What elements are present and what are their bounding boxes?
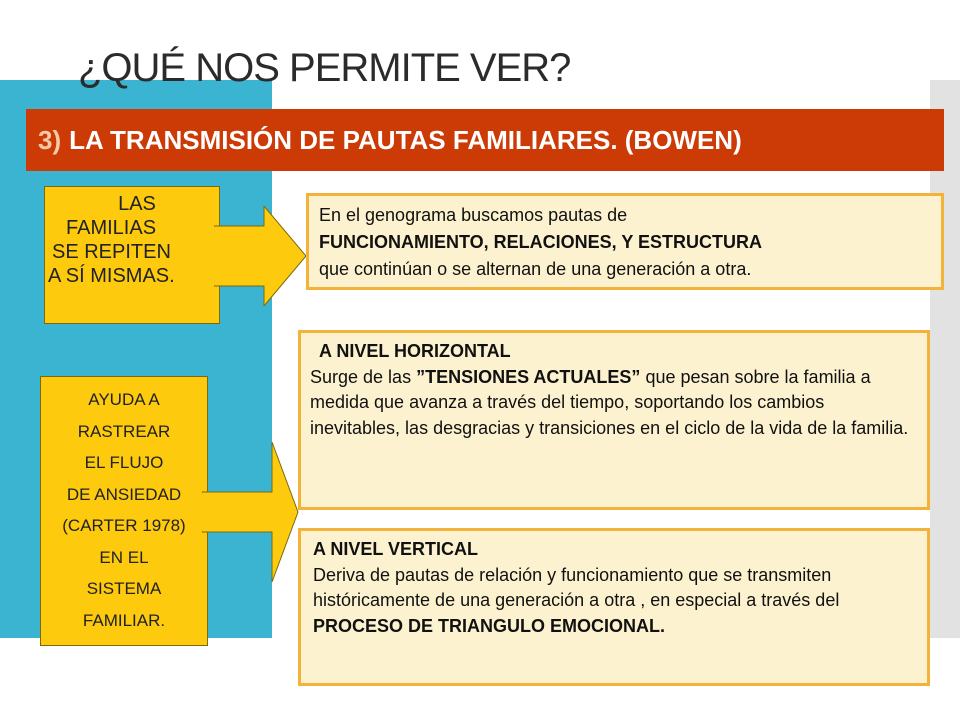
- section-heading: LA TRANSMISIÓN DE PAUTAS FAMILIARES. (BOWEN): [69, 124, 742, 155]
- callout1-line: FAMILIAS: [66, 217, 157, 239]
- box1-line3: que continúan o se alternan de una generación a otra.: [319, 259, 752, 279]
- horizontal-level-box: [298, 330, 930, 510]
- callout1-line: LAS: [118, 193, 156, 215]
- genogram-patterns-box: [306, 193, 944, 290]
- box1-line1: En el genograma buscamos pautas de: [319, 205, 628, 225]
- arrow-right-icon: [202, 442, 302, 582]
- callout1-line: A SÍ MISMAS.: [48, 265, 175, 287]
- vertical-level-heading: A NIVEL VERTICAL: [313, 539, 479, 559]
- callout2-line: (CARTER 1978): [62, 516, 186, 535]
- callout2-line: EN EL: [99, 547, 149, 567]
- vertical-text-pre: Deriva de pautas de relación y funcionamiento que se transmiten históricamente de una generación a otra , en especial a través del: [313, 564, 840, 610]
- callout-anxiety-flow: [40, 376, 320, 648]
- vertical-level-box: [298, 528, 930, 686]
- callout2-line: EL FLUJO: [84, 453, 164, 472]
- vertical-level-text: [313, 563, 915, 640]
- box1-line2: FUNCIONAMIENTO, RELACIONES, Y ESTRUCTURA: [319, 232, 763, 252]
- callout-families-repeat: [44, 186, 324, 324]
- callout2-line: AYUDA A: [88, 390, 160, 409]
- section-number: 3): [38, 124, 62, 155]
- callout1-line: SE REPITEN: [52, 241, 171, 263]
- callout2-line: FAMILIAR.: [82, 610, 166, 630]
- horizontal-text-post: que pesan sobre la familia a medida que avanza a través del tiempo, soportando los cambios inevitables, las desgracias y transiciones en el ciclo de la vida de la familia.: [310, 366, 909, 438]
- current-tensions-term: ”TENSIONES ACTUALES”: [416, 366, 641, 387]
- triangle-process-term: PROCESO DE TRIANGULO EMOCIONAL.: [313, 615, 666, 636]
- section-header-bar: [26, 109, 944, 171]
- arrow-right-icon: [214, 206, 314, 306]
- horizontal-level-heading: A NIVEL HORIZONTAL: [319, 341, 511, 361]
- horizontal-text-pre: Surge de las: [310, 366, 417, 387]
- callout2-line: RASTREAR: [77, 421, 171, 441]
- callout2-line: DE ANSIEDAD: [66, 484, 182, 504]
- callout2-line: SISTEMA: [86, 579, 162, 598]
- slide-title: ¿QUÉ NOS PERMITE VER?: [78, 46, 571, 90]
- horizontal-level-text: [310, 365, 918, 442]
